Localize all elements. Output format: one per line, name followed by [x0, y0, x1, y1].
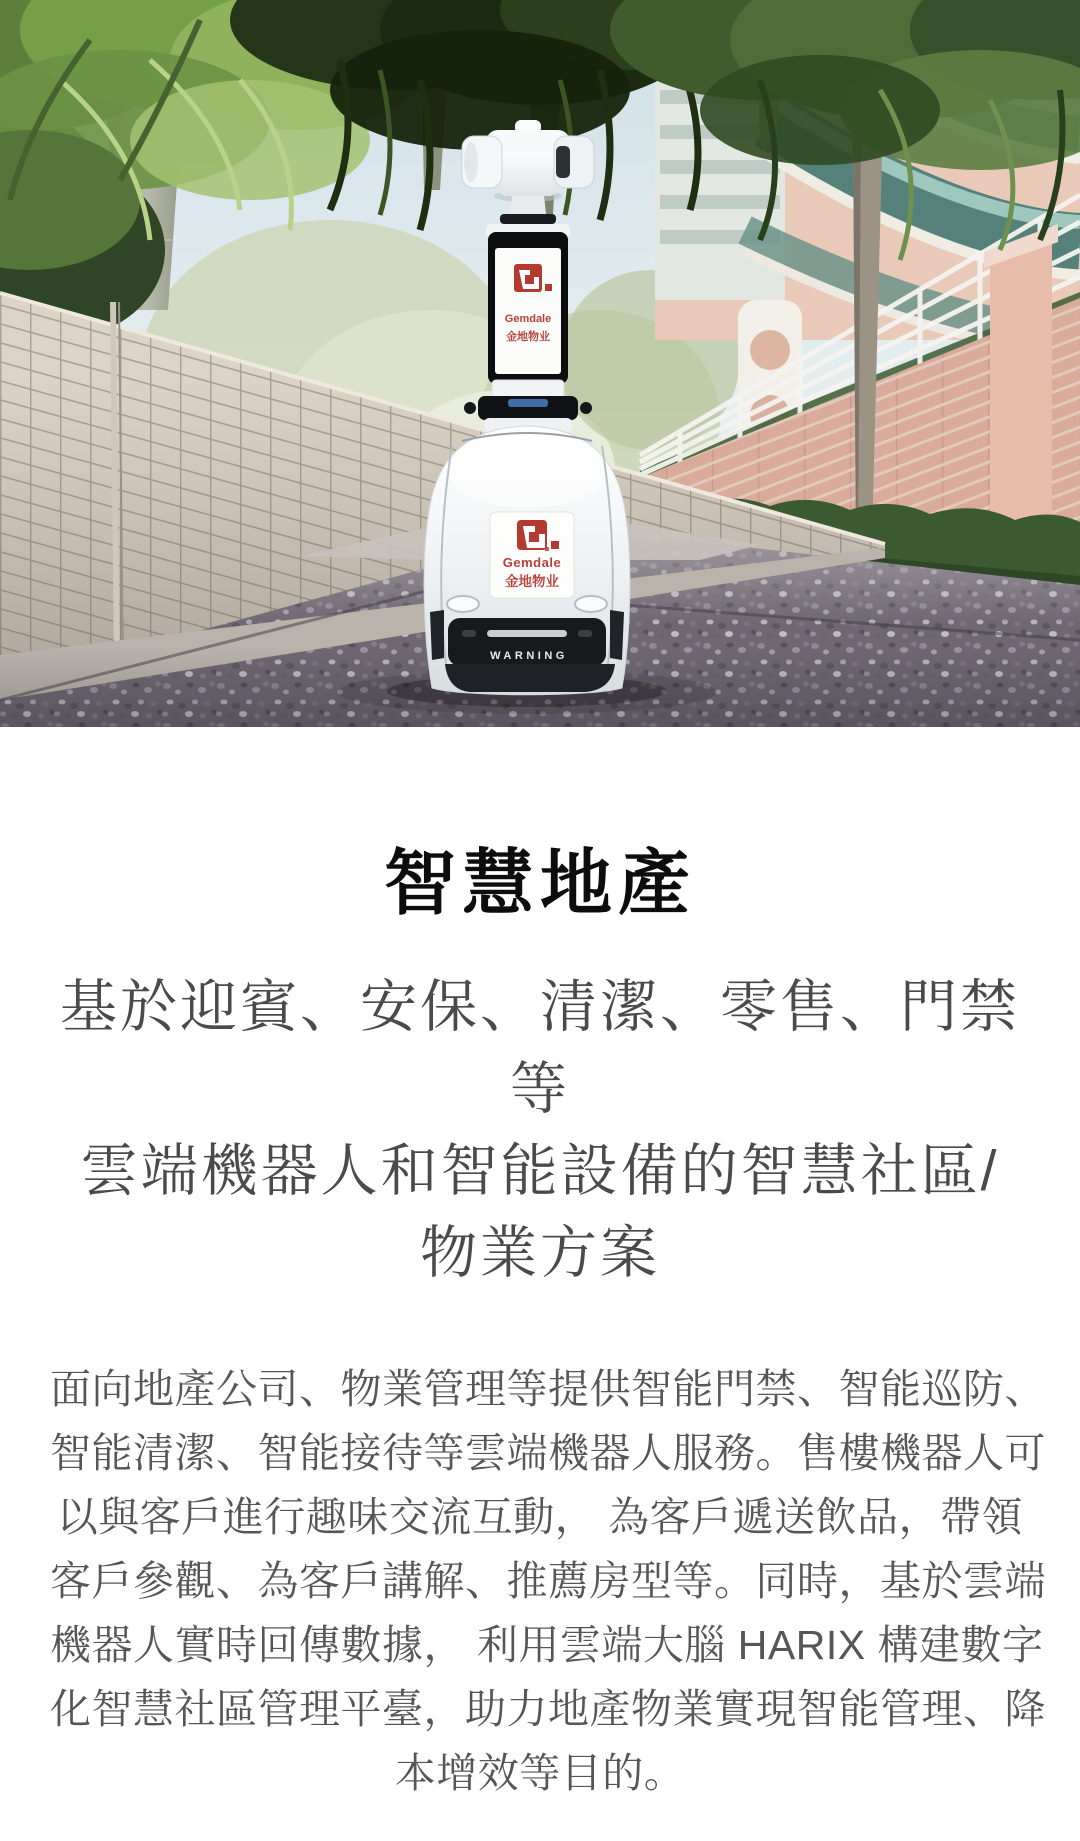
- body-line: 本增效等目的。: [394, 1750, 686, 1796]
- sticker-brand-en: Gemdale: [502, 555, 562, 570]
- body-line: 智能清潔、智能接待等雲端機器人服務。售樓機器人可: [50, 1430, 1046, 1476]
- section-subtitle: [40, 966, 1040, 1294]
- subtitle-line: 雲端機器人和智能設備的智慧社區/: [80, 1139, 1000, 1203]
- section-body: [50, 1357, 1046, 1805]
- smart-real-estate-section: [0, 844, 1080, 1805]
- body-line: 客戶參觀、為客戶講解、推薦房型等。同時，基於雲端: [50, 1558, 1046, 1604]
- body-line: 以與客戶進行趣味交流互動， 為客戶遞送飲品，帶領: [56, 1494, 1024, 1540]
- hero-photo: [0, 0, 1080, 727]
- section-title: 智慧地產: [383, 844, 696, 924]
- robot-headlight-left: [447, 596, 479, 612]
- subtitle-line: 物業方案: [420, 1221, 660, 1285]
- body-line: 化智慧社區管理平臺，助力地產物業實現智能管理、降: [50, 1686, 1046, 1732]
- robot-brand-sticker: [490, 512, 574, 598]
- sticker-brand-cn: 金地物业: [505, 574, 559, 589]
- robot-screen: [486, 224, 570, 384]
- robot-headlight-right: [575, 596, 607, 612]
- robot-screen-brand-cn: 金地物业: [506, 331, 550, 343]
- hero-scene-illustration: [0, 0, 1080, 727]
- robot-warning-label: WARNING: [490, 650, 568, 662]
- body-line: 面向地產公司、物業管理等提供智能門禁、智能巡防、: [50, 1366, 1046, 1412]
- body-line: 機器人實時回傳數據， 利用雲端大腦 HARIX 構建數字: [50, 1622, 1044, 1668]
- robot-screen-brand-en: Gemdale: [504, 313, 552, 325]
- robot-grille: [445, 618, 615, 692]
- subtitle-line: 基於迎賓、安保、清潔、零售、門禁等: [60, 975, 1020, 1121]
